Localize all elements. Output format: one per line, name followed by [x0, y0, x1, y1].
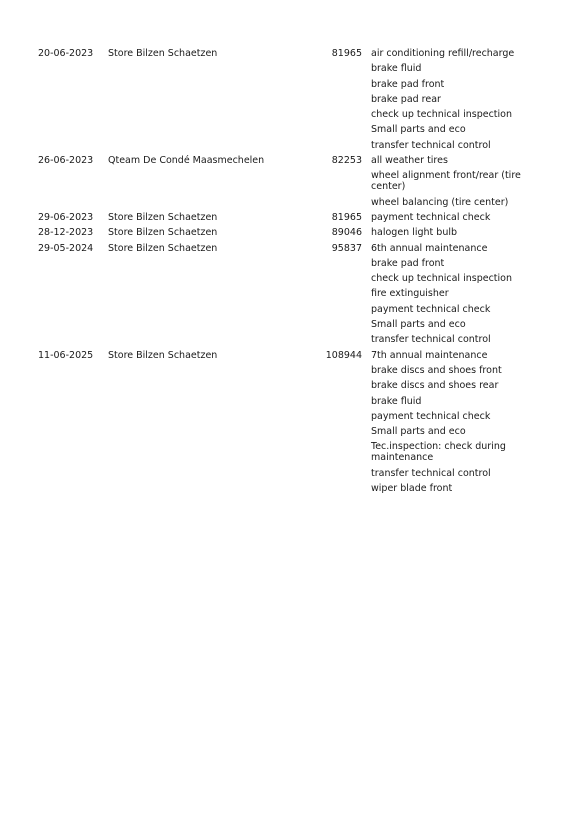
service-item: check up technical inspection: [371, 109, 512, 121]
record-mileage: 89046: [331, 227, 362, 239]
service-item: transfer technical control: [371, 467, 491, 479]
record-date: 29-06-2023: [38, 211, 94, 223]
service-item: wiper blade front: [371, 483, 453, 495]
service-item: 7th annual maintenance: [371, 349, 488, 361]
service-item: check up technical inspection: [371, 273, 512, 285]
service-item: all weather tires: [371, 155, 448, 167]
maintenance-record: [0, 155, 585, 212]
record-date: 11-06-2025: [38, 349, 94, 361]
service-list: [371, 155, 529, 212]
service-item: wheel balancing (tire center): [371, 196, 509, 208]
service-list: [371, 243, 529, 350]
maintenance-record: [0, 212, 585, 227]
record-mileage: 81965: [331, 211, 362, 223]
maintenance-record: [0, 227, 585, 242]
service-item: Small parts and eco: [371, 319, 466, 331]
service-item: brake fluid: [371, 395, 422, 407]
service-item: brake pad front: [371, 257, 445, 269]
maintenance-history-list: [0, 48, 585, 498]
record-date: 28-12-2023: [38, 227, 94, 239]
service-item: brake pad front: [371, 78, 445, 90]
service-list: [371, 48, 529, 155]
record-location: Store Bilzen Schaetzen: [108, 48, 218, 59]
service-list: [371, 212, 529, 227]
record-mileage: 81965: [331, 48, 362, 59]
service-item: transfer technical control: [371, 334, 491, 346]
maintenance-record: [0, 350, 585, 499]
maintenance-record: [0, 243, 585, 350]
record-mileage: 108944: [325, 349, 362, 361]
service-list: [371, 350, 529, 499]
service-item: transfer technical control: [371, 139, 491, 151]
record-date: 26-06-2023: [38, 155, 94, 167]
record-location: Store Bilzen Schaetzen: [108, 242, 218, 254]
service-item: fire extinguisher: [371, 288, 449, 300]
maintenance-record: [0, 48, 585, 155]
service-item: payment technical check: [371, 211, 491, 223]
service-item: air conditioning refill/recharge: [371, 48, 515, 59]
service-item: Tec.inspection: check during maintenance: [371, 441, 506, 464]
service-item: wheel alignment front/rear (tire center): [371, 170, 521, 193]
service-item: payment technical check: [371, 410, 491, 422]
record-date: 20-06-2023: [38, 48, 94, 59]
service-item: payment technical check: [371, 303, 491, 315]
record-mileage: 82253: [331, 155, 362, 167]
service-item: 6th annual maintenance: [371, 242, 488, 254]
service-item: brake discs and shoes rear: [371, 380, 499, 392]
service-item: Small parts and eco: [371, 124, 466, 136]
service-list: [371, 227, 529, 242]
record-location: Store Bilzen Schaetzen: [108, 349, 218, 361]
service-item: brake pad rear: [371, 93, 441, 105]
record-location: Store Bilzen Schaetzen: [108, 211, 218, 223]
record-date: 29-05-2024: [38, 242, 94, 254]
service-item: brake fluid: [371, 63, 422, 75]
service-item: halogen light bulb: [371, 227, 458, 239]
service-item: brake discs and shoes front: [371, 364, 502, 376]
service-item: Small parts and eco: [371, 426, 466, 438]
record-location: Qteam De Condé Maasmechelen: [108, 155, 265, 167]
record-mileage: 95837: [331, 242, 362, 254]
record-location: Store Bilzen Schaetzen: [108, 227, 218, 239]
